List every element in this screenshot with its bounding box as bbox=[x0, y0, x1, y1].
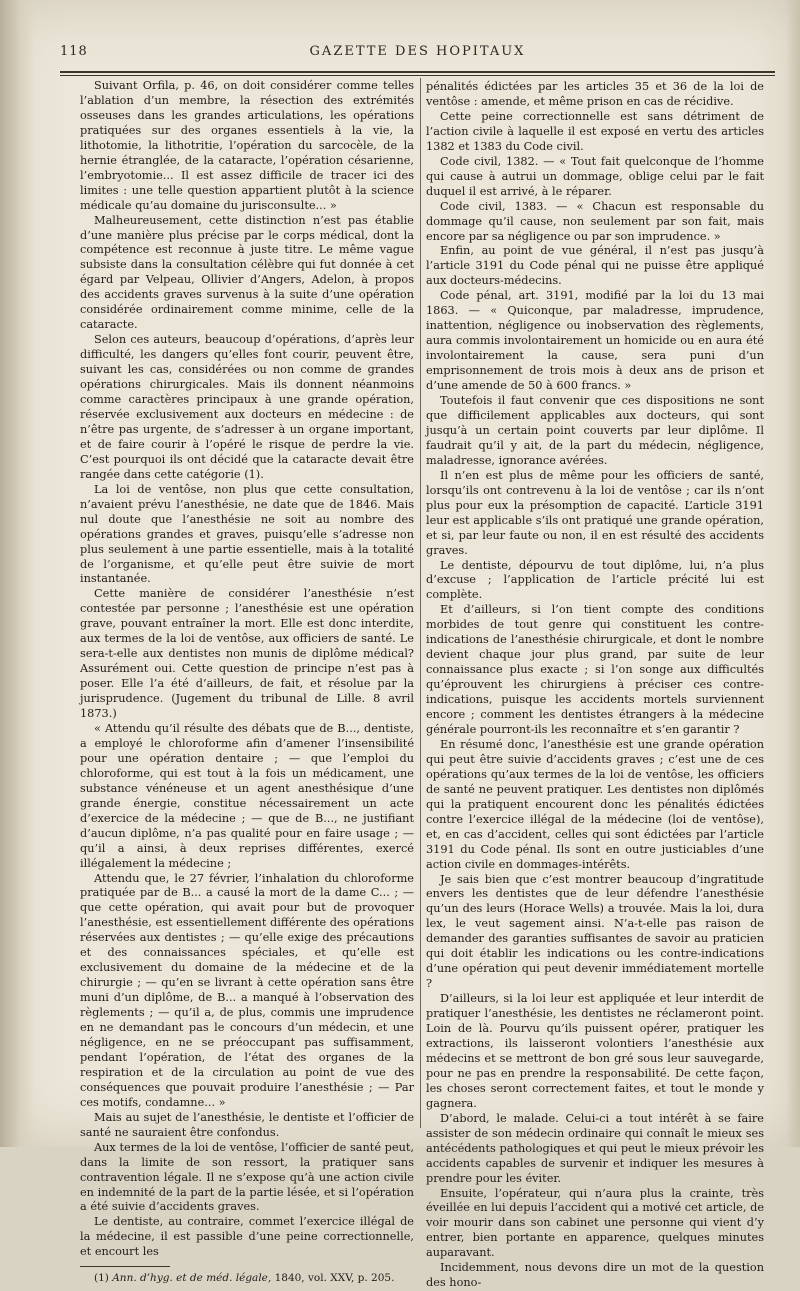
paragraph: Suivant Orfila, p. 46, on doit considérer comme telles l’ablation d’un membre, la résection des extrémités osseuses dans les grandes articulations, les opérations pratiquées sur des organes essentiels à la vie, la lithotomie, la lithotritie, l’opération du sarcocèle, de la hernie étranglée, de la cataracte, l’opération césarienne, l’embryotomie... Il est assez difficile de tracer ici des limites : une telle question appartient plutôt à la science médicale qu’au domaine du jurisconsulte... » bbox=[80, 79, 414, 212]
paragraph: Code civil, 1383. — « Chacun est responsable du dommage qu’il cause, non seulement par son fait, mais encore par sa négligence ou par son imprudence. » bbox=[426, 199, 764, 243]
paragraph: Mais au sujet de l’anesthésie, le dentiste et l’officier de santé ne sauraient être confondus. bbox=[80, 1110, 414, 1139]
header-rule bbox=[60, 71, 775, 73]
paragraph: Code civil, 1382. — « Tout fait quelconque de l’homme qui cause à autrui un dommage, oblige celui par le fait duquel il est arrivé, à le réparer. bbox=[426, 154, 764, 198]
paragraph: Je sais bien que c’est montrer beaucoup d’ingratitude envers les dentistes que de leur défendre l’anesthésie qu’un des leurs (Horace Wells) a trouvée. Mais la loi, dura lex, le veut sagement ainsi. N’a-t-elle pas raison de demander des garanties suffisantes de savoir au praticien qui doit établir les indications ou les contre-indications d’une opération qui peut devenir immédiatement mortelle ? bbox=[426, 872, 764, 991]
paragraph: pénalités édictées par les articles 35 et 36 de la loi de ventôse : amende, et même prison en cas de récidive. bbox=[426, 80, 764, 108]
footnote bbox=[80, 1271, 414, 1285]
paragraph: Enfin, au point de vue général, il n’est pas jusqu’à l’article 3191 du Code pénal qui ne puisse être appliqué aux docteurs-médecins. bbox=[426, 244, 764, 288]
footnote-citation: 1840, vol. XXV, p. 205. bbox=[274, 1272, 395, 1285]
footnote-rule bbox=[80, 1266, 170, 1267]
left-column bbox=[80, 79, 414, 1285]
paragraph: D’ailleurs, si la loi leur est appliquée et leur interdit de pratiquer l’anesthésie, les dentistes ne réclameront point. Loin de là. Pourvu qu’ils puissent opérer, pratiquer les extractions, ils laisseront volontiers l’anesthésie aux médecins et se mettront de bon gré sous leur sauvegarde, pour ne pas en prendre la responsabilité. De cette façon, les choses seront correctement faites, et tout le monde y gagnera. bbox=[426, 992, 764, 1110]
footnote-marker: (1) bbox=[94, 1272, 109, 1285]
binding-shadow bbox=[0, 0, 34, 1147]
paragraph: Selon ces auteurs, beaucoup d’opérations, d’après leur difficulté, les dangers qu’elles font courir, peuvent être, suivant les cas, considérées ou non comme de grandes opérations chirurgicales. Mais ils donnent néanmoins comme caractères principaux à une grande opération, réservée exclusivement aux docteurs en médecine : de n’être pas urgente, de s’adresser à un organe important, et de faire courir à l’opéré le risque de perdre la vie. C’est pourquoi ils ont décidé que la cataracte devait être rangée dans cette catégorie (1). bbox=[80, 333, 414, 481]
right-column bbox=[426, 80, 764, 1291]
paragraph: En résumé donc, l’anesthésie est une grande opération qui peut être suivie d’accidents graves ; c’est une de ces opérations qu’aux termes de la loi de ventôse, les officiers de santé ne peuvent pratiquer. Les dentistes non diplômés qui la pratiquent encourent donc les pénalités édictées contre l’exercice illégal de la médecine (loi de ventôse), et, en cas d’accident, celles qui sont édictées par l’article 3191 du Code pénal. Ils sont en outre justiciables d’une action civile en dommages-intérêts. bbox=[426, 737, 764, 871]
paragraph: Incidemment, nous devons dire un mot de la question des hono- bbox=[426, 1261, 764, 1290]
paragraph: Malheureusement, cette distinction n’est pas établie d’une manière plus précise par le corps médical, dont la compétence est reconnue à juste titre. Le même vague subsiste dans la consultation célèbre qui fut donnée à cet égard par Velpeau, Ollivier d’Angers, Adelon, à propos des accidents graves survenus à la suite d’une opération considérée ordinairement comme minime, celle de la cataracte. bbox=[80, 213, 414, 332]
page-number: 118 bbox=[60, 44, 88, 59]
paragraph: Ensuite, l’opérateur, qui n’aura plus la crainte, très éveillée en lui depuis l’accident qui a motivé cet article, de voir mourir dans son cabinet une personne qui vient d’y entrer, bien portante en apparence, quelques minutes auparavant. bbox=[426, 1186, 764, 1260]
paragraph: Cette peine correctionnelle est sans détriment de l’action civile à laquelle il est exposé en vertu des articles 1382 et 1383 du Code civil. bbox=[426, 109, 764, 153]
paragraph: D’abord, le malade. Celui-ci a tout intérêt à se faire assister de son médecin ordinaire qui connaît le mieux ses antécédents pathologiques et qui peut le mieux prévoir les accidents capables de survenir et indiquer les mesures à prendre pour les éviter. bbox=[426, 1111, 764, 1185]
header-rule-thin bbox=[60, 75, 775, 76]
page-edge-shadow bbox=[786, 0, 800, 1147]
footnote-source: Ann. d’hyg. et de méd. légale, bbox=[112, 1272, 272, 1285]
paragraph: Toutefois il faut convenir que ces dispositions ne sont que difficilement applicables aux docteurs, qui sont jusqu’à un certain point couverts par leur diplôme. Il faudrait qu’il y ait, de la part du médecin, négligence, maladresse, ignorance avérées. bbox=[426, 394, 764, 467]
paragraph: Il n’en est plus de même pour les officiers de santé, lorsqu’ils ont contrevenu à la loi de ventôse ; car ils n’ont plus pour eux la présomption de capacité. L’article 3191 leur est applicable s’ils ont pratiqué une grande opération, et si, par leur faute ou non, il en est résulté des accidents graves. bbox=[426, 468, 764, 557]
running-head: GAZETTE DES HOPITAUX bbox=[309, 44, 526, 59]
paragraph: Le dentiste, dépourvu de tout diplôme, lui, n’a plus d’excuse ; l’application de l’article précité lui est complète. bbox=[426, 558, 764, 602]
column-divider bbox=[420, 78, 421, 1128]
paragraph: « Attendu qu’il résulte des débats que de B..., dentiste, a employé le chloroforme afin d’amener l’insensibilité pour une opération dentaire ; — que l’emploi du chloroforme, qui est tout à la fois un médicament, une substance vénéneuse et un agent anesthésique d’une grande énergie, constitue nécessairement un acte d’exercice de la médecine ; — que de B..., ne justifiant d’aucun diplôme, n’a pas qualité pour en faire usage ; — qu’il a ainsi, à deux reprises différentes, exercé illégalement la médecine ; bbox=[80, 721, 414, 870]
paragraph: Cette manière de considérer l’anesthésie n’est contestée par personne ; l’anesthésie est une opération grave, pouvant entraîner la mort. Elle est donc interdite, aux termes de la loi de ventôse, aux officiers de santé. Le sera-t-elle aux dentistes non munis de diplôme médical? Assurément oui. Cette question de principe n’est pas à poser. Elle l’a été d’ailleurs, de fait, et résolue par la jurisprudence. (Jugement du tribunal de Lille. 8 avril 1873.) bbox=[80, 587, 414, 721]
paragraph: Et d’ailleurs, si l’on tient compte des conditions morbides de tout genre qui constituent les contre-indications de l’anesthésie chirurgicale, et dont le nombre devient chaque jour plus grand, par suite de leur connaissance plus exacte ; si l’on songe aux difficultés qu’éprouvent les chirurgiens à préciser ces contre-indications, puisque les accidents mortels surviennent encore ; comment les dentistes étrangers à la médecine générale pourront-ils les reconnaître et s’en garantir ? bbox=[426, 603, 764, 736]
paragraph: La loi de ventôse, non plus que cette consultation, n’avaient prévu l’anesthésie, ne date que de 1846. Mais nul doute que l’anesthésie ne soit au nombre des opérations grandes et graves, puisqu’elle s’adresse non plus seulement à une partie essentielle, mais à la totalité de l’organisme, et qu’elle peut être suivie de mort instantanée. bbox=[80, 482, 414, 586]
paragraph: Code pénal, art. 3191, modifié par la loi du 13 mai 1863. — « Quiconque, par maladresse, imprudence, inattention, négligence ou inobservation des règlements, aura commis involontairement un homicide ou en aura été involontairement la cause, sera puni d’un emprisonnement de trois mois à deux ans de prison et d’une amende de 50 à 600 francs. » bbox=[426, 289, 764, 393]
paragraph: Aux termes de la loi de ventôse, l’officier de santé peut, dans la limite de son ressort, la pratiquer sans contravention légale. Il ne s’expose qu’à une action civile en indemnité de la part de la partie lésée, et si l’opération a été suivie d’accidents graves. bbox=[80, 1140, 414, 1214]
page-header bbox=[60, 44, 775, 64]
paragraph: Le dentiste, au contraire, commet l’exercice illégal de la médecine, il est passible d’une peine correctionnelle, et encourt les bbox=[80, 1215, 414, 1259]
paragraph: Attendu que, le 27 février, l’inhalation du chloroforme pratiquée par de B... a causé la mort de la dame C... ; — que cette opération, qui avait pour but de provoquer l’anesthésie, est essentiellement différente des opérations réservées aux dentistes ; — qu’elle exige des précautions et des connaissances spéciales, et qu’elle est exclusivement du domaine de la médecine et de la chirurgie ; — qu’en se livrant à cette opération sans être muni d’un diplôme, de B... a manqué à l’observation des règlements ; — qu’il a, de plus, commis une imprudence en ne demandant pas le concours d’un médecin, et une négligence, en ne se préoccupant pas suffisamment, pendant l’opération, de l’état des organes de la respiration et de la circulation au point de vue des conséquences que pouvait produire l’anesthésie ; — Par ces motifs, condamne... » bbox=[80, 871, 414, 1109]
